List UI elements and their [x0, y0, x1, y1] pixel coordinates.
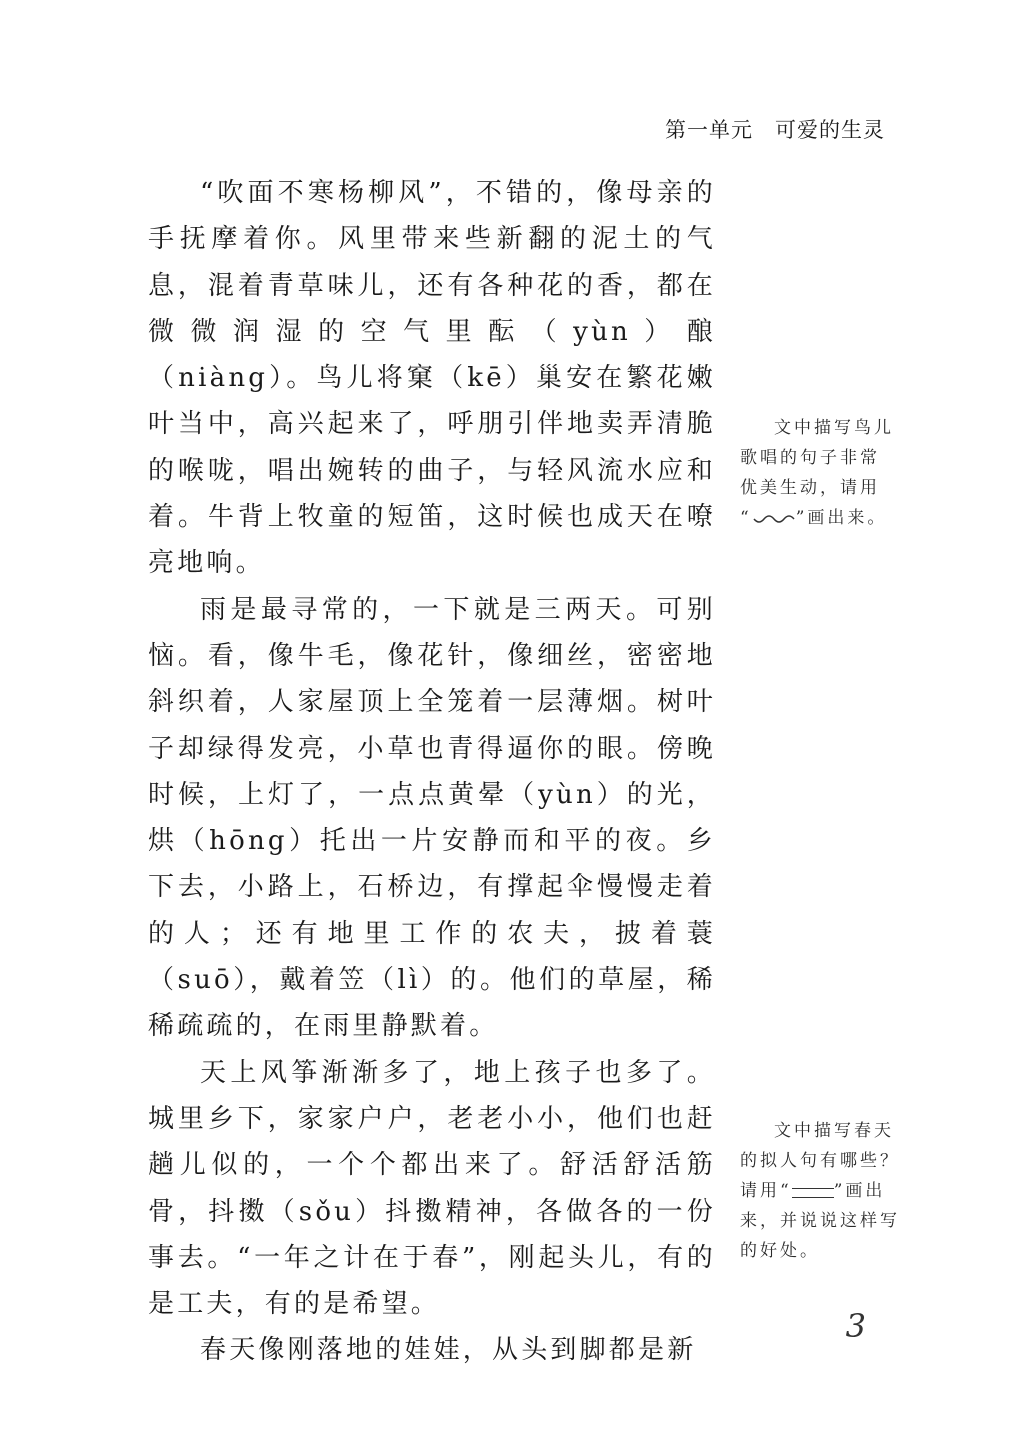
note2-line-3	[740, 1176, 915, 1206]
note1-line-1: 文中描写鸟儿	[774, 418, 894, 438]
article-body	[148, 170, 716, 1374]
note2-line-1: 文中描写春天	[774, 1121, 894, 1141]
note1-line-2: 歌唱的句子非常	[740, 448, 880, 468]
note1-open-quote: “	[740, 508, 752, 528]
wavy-underline-icon	[752, 513, 796, 527]
unit-header: 第一单元 可爱的生灵	[665, 118, 885, 142]
paragraph-3: 天上风筝渐渐多了，地上孩子也多了。城里乡下，家家户户，老老小小，他们也赶趟儿似的，一个个都出来了。舒活舒活筋骨，抖擞（sǒu）抖擞精神，各做各的一份事去。“一年之计在于春”，刚起头儿，有的是工夫，有的是希望。	[148, 1057, 716, 1320]
note2-line-4: 来，并说说这样写	[740, 1211, 900, 1231]
paragraph-4: 春天像刚落地的娃娃，从头到脚都是新	[200, 1335, 697, 1366]
note1-close-text: ”画出来。	[795, 508, 888, 528]
note2-close-text: ”画出	[833, 1181, 886, 1201]
note2-open-text: 请用“	[740, 1181, 792, 1201]
page-number: 3	[845, 1307, 866, 1345]
note2-line-2: 的拟人句有哪些？	[740, 1151, 900, 1171]
note1-line-3: 优美生动，请用	[740, 478, 880, 498]
side-note-personification	[740, 1116, 915, 1266]
double-underline-icon	[792, 1188, 834, 1198]
note2-line-5: 的好处。	[740, 1241, 820, 1261]
paragraph-2: 雨是最寻常的，一下就是三两天。可别恼。看，像牛毛，像花针，像细丝，密密地斜织着，人家屋顶上全笼着一层薄烟。树叶子却绿得发亮，小草也青得逼你的眼。傍晚时候，上灯了，一点点黄晕（yùn）的光，烘（hōng）托出一片安静而和平的夜。乡下去，小路上，石桥边，有撑起伞慢慢走着的人；还有地里工作的农夫，披着蓑（suō），戴着笠（lì）的。他们的草屋，稀稀疏疏的，在雨里静默着。	[148, 594, 716, 1042]
paragraph-1: “吹面不寒杨柳风”，不错的，像母亲的手抚摩着你。风里带来些新翻的泥土的气息，混着青草味儿，还有各种花的香，都在微微润湿的空气里酝（yùn）酿（niàng）。鸟儿将窠（kē）巢安在繁花嫩叶当中，高兴起来了，呼朋引伴地卖弄清脆的喉咙，唱出婉转的曲子，与轻风流水应和着。牛背上牧童的短笛，这时候也成天在嘹亮地响。	[148, 178, 716, 579]
side-note-birds	[740, 413, 915, 533]
note1-line-4	[740, 503, 915, 533]
